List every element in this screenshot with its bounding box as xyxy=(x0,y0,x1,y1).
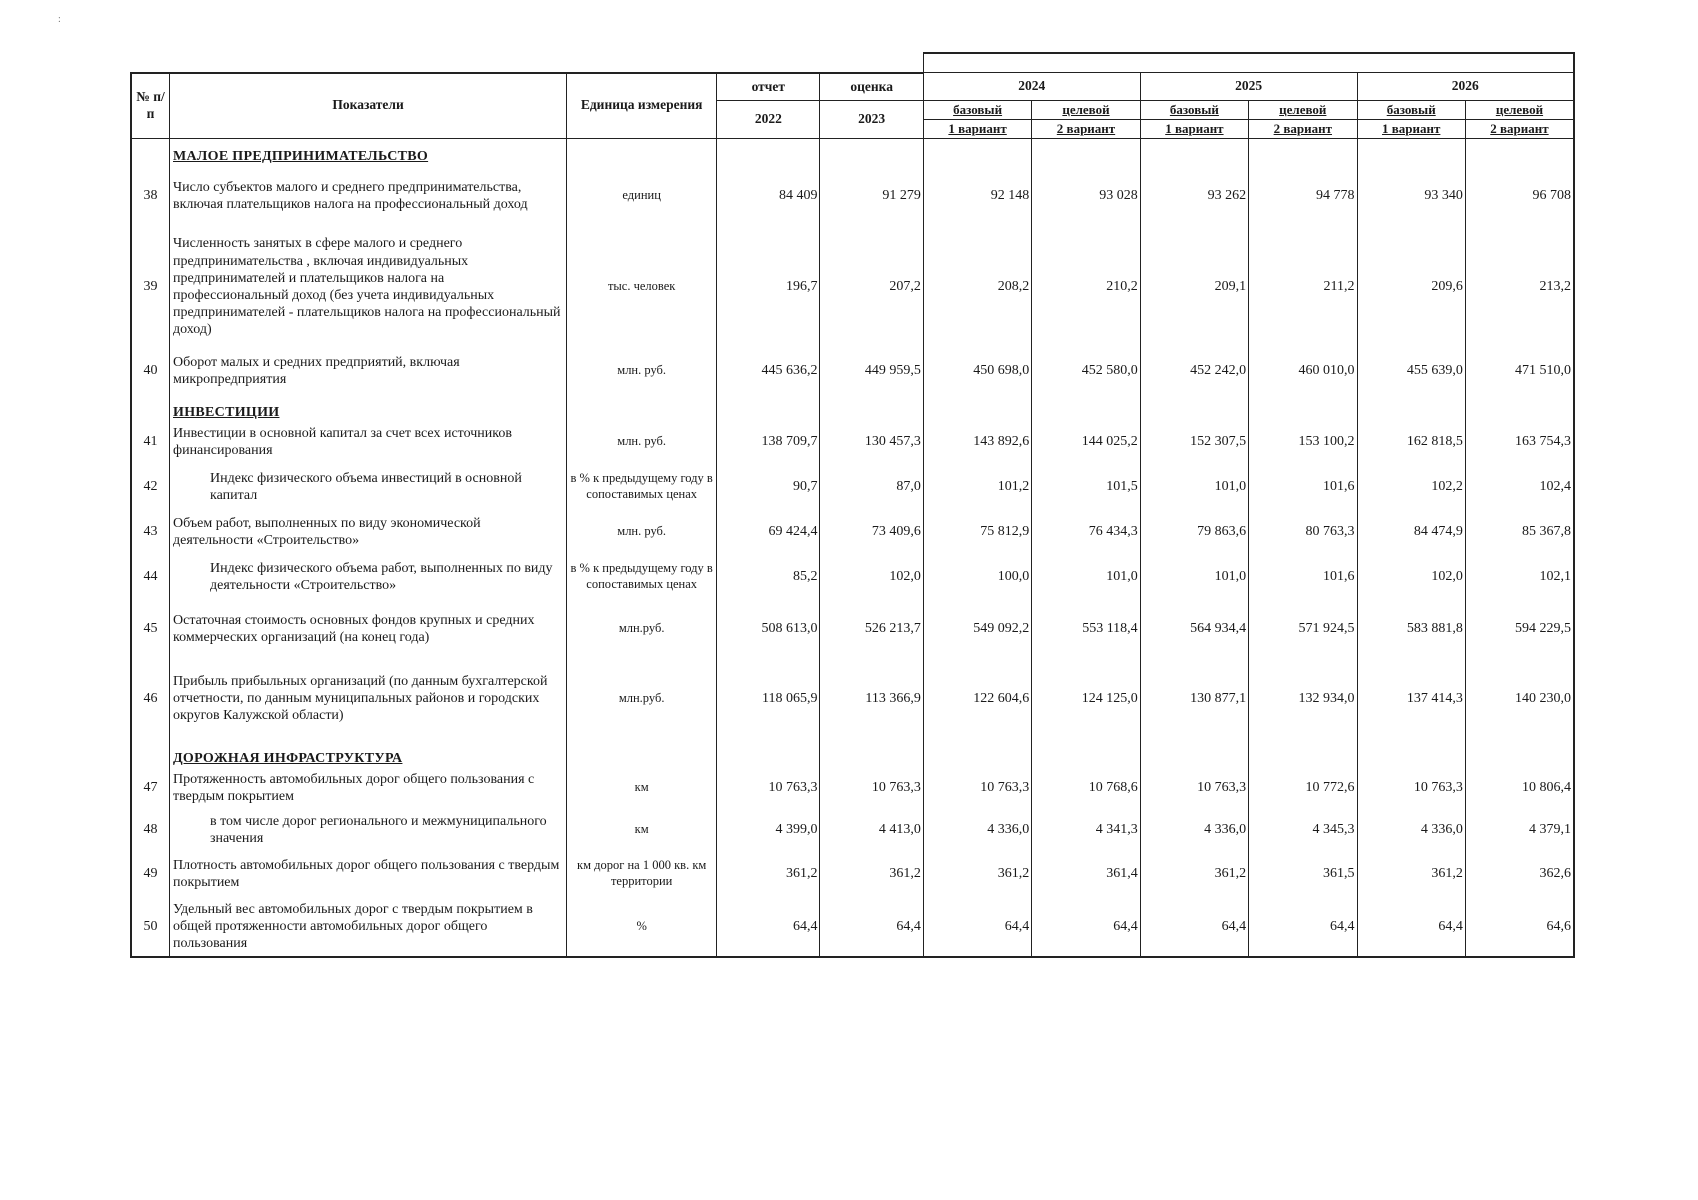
indicator-name: Остаточная стоимость основных фондов крупных и средних коммерческих организаций (на конец года) xyxy=(170,601,567,657)
value-2024-target: 101,0 xyxy=(1032,553,1140,601)
value-2026-basic: 162 818,5 xyxy=(1357,421,1465,463)
header-variant2-2025: 2 вариант xyxy=(1249,119,1357,138)
value-2026-basic: 455 639,0 xyxy=(1357,347,1465,395)
value-2024-target: 4 341,3 xyxy=(1032,809,1140,851)
header-variant1-2026: 1 вариант xyxy=(1357,119,1465,138)
value-2025-target: 80 763,3 xyxy=(1249,511,1357,553)
value-2026-basic: 64,4 xyxy=(1357,897,1465,957)
header-estimate: оценка xyxy=(820,73,923,101)
table-row xyxy=(131,347,1574,395)
row-number: 47 xyxy=(131,767,170,809)
table-row xyxy=(131,421,1574,463)
value-2024-target: 210,2 xyxy=(1032,227,1140,347)
value-2024-basic: 101,2 xyxy=(923,463,1031,511)
unit-of-measure: в % к предыдущему году в сопоставимых ценах xyxy=(567,463,717,511)
value-2025-basic: 452 242,0 xyxy=(1140,347,1248,395)
value-2026-basic: 583 881,8 xyxy=(1357,601,1465,657)
value-2023-estimate: 64,4 xyxy=(820,897,923,957)
unit-of-measure: км xyxy=(567,809,717,851)
row-number: 42 xyxy=(131,463,170,511)
section-row-investments xyxy=(131,395,1574,421)
value-2024-basic: 549 092,2 xyxy=(923,601,1031,657)
table-row xyxy=(131,897,1574,957)
header-target-2024: целевой xyxy=(1032,101,1140,120)
header-basic-2025: базовый xyxy=(1140,101,1248,120)
table-header xyxy=(131,53,1574,138)
header-unit: Единица измерения xyxy=(567,73,717,139)
value-2025-basic: 209,1 xyxy=(1140,227,1248,347)
value-2024-target: 124 125,0 xyxy=(1032,657,1140,741)
section-title-investments: ИНВЕСТИЦИИ xyxy=(173,404,280,420)
row-number: 44 xyxy=(131,553,170,601)
value-2025-target: 64,4 xyxy=(1249,897,1357,957)
indicator-name: Удельный вес автомобильных дорог с твердым покрытием в общей протяженности автомобильных дорог общего пользования xyxy=(170,897,567,957)
value-2025-target: 101,6 xyxy=(1249,553,1357,601)
value-2024-basic: 100,0 xyxy=(923,553,1031,601)
value-2023-estimate: 526 213,7 xyxy=(820,601,923,657)
row-number: 43 xyxy=(131,511,170,553)
unit-of-measure: млн.руб. xyxy=(567,601,717,657)
unit-of-measure: км xyxy=(567,767,717,809)
header-variant2-2026: 2 вариант xyxy=(1465,119,1574,138)
value-2025-target: 153 100,2 xyxy=(1249,421,1357,463)
header-indicators: Показатели xyxy=(170,73,567,139)
value-2022-report: 64,4 xyxy=(717,897,820,957)
indicator-name: Объем работ, выполненных по виду экономической деятельности «Строительство» xyxy=(170,511,567,553)
value-2023-estimate: 113 366,9 xyxy=(820,657,923,741)
value-2024-target: 76 434,3 xyxy=(1032,511,1140,553)
value-2023-estimate: 4 413,0 xyxy=(820,809,923,851)
row-number: 39 xyxy=(131,227,170,347)
header-target-2026: целевой xyxy=(1465,101,1574,120)
table-row xyxy=(131,851,1574,897)
header-year-2026: 2026 xyxy=(1357,73,1574,101)
unit-of-measure: км дорог на 1 000 кв. км территории xyxy=(567,851,717,897)
value-2026-target: 362,6 xyxy=(1465,851,1574,897)
value-2024-basic: 10 763,3 xyxy=(923,767,1031,809)
value-2025-basic: 130 877,1 xyxy=(1140,657,1248,741)
unit-of-measure: тыс. человек xyxy=(567,227,717,347)
value-2024-target: 101,5 xyxy=(1032,463,1140,511)
value-2026-target: 471 510,0 xyxy=(1465,347,1574,395)
indicators-table xyxy=(130,52,1575,958)
header-year-2025: 2025 xyxy=(1140,73,1357,101)
value-2022-report: 118 065,9 xyxy=(717,657,820,741)
value-2026-basic: 137 414,3 xyxy=(1357,657,1465,741)
table-row xyxy=(131,463,1574,511)
header-report: отчет xyxy=(717,73,820,101)
value-2022-report: 361,2 xyxy=(717,851,820,897)
value-2026-target: 96 708 xyxy=(1465,165,1574,227)
unit-of-measure: в % к предыдущему году в сопоставимых ценах xyxy=(567,553,717,601)
row-number: 38 xyxy=(131,165,170,227)
row-number: 48 xyxy=(131,809,170,851)
value-2026-target: 594 229,5 xyxy=(1465,601,1574,657)
row-number: 50 xyxy=(131,897,170,957)
unit-of-measure: единиц xyxy=(567,165,717,227)
value-2024-basic: 143 892,6 xyxy=(923,421,1031,463)
value-2026-target: 213,2 xyxy=(1465,227,1574,347)
value-2026-target: 163 754,3 xyxy=(1465,421,1574,463)
value-2025-target: 4 345,3 xyxy=(1249,809,1357,851)
section-row-roads xyxy=(131,741,1574,767)
value-2026-target: 64,6 xyxy=(1465,897,1574,957)
value-2025-basic: 64,4 xyxy=(1140,897,1248,957)
value-2025-target: 10 772,6 xyxy=(1249,767,1357,809)
indicator-name: Численность занятых в сфере малого и среднего предпринимательства , включая индивидуальных предпринимателей и плательщиков налога на профессиональный доход (без учета индивидуальных предпринимателей - плательщиков налога на профессиональный доход) xyxy=(170,227,567,347)
value-2025-basic: 564 934,4 xyxy=(1140,601,1248,657)
value-2026-basic: 209,6 xyxy=(1357,227,1465,347)
value-2025-target: 132 934,0 xyxy=(1249,657,1357,741)
value-2024-basic: 450 698,0 xyxy=(923,347,1031,395)
value-2026-target: 10 806,4 xyxy=(1465,767,1574,809)
value-2023-estimate: 130 457,3 xyxy=(820,421,923,463)
value-2024-target: 10 768,6 xyxy=(1032,767,1140,809)
value-2025-target: 361,5 xyxy=(1249,851,1357,897)
value-2024-basic: 208,2 xyxy=(923,227,1031,347)
value-2024-basic: 4 336,0 xyxy=(923,809,1031,851)
value-2025-basic: 101,0 xyxy=(1140,553,1248,601)
unit-of-measure: % xyxy=(567,897,717,957)
header-variant1-2025: 1 вариант xyxy=(1140,119,1248,138)
value-2024-target: 452 580,0 xyxy=(1032,347,1140,395)
value-2022-report: 4 399,0 xyxy=(717,809,820,851)
section-title-small-business: МАЛОЕ ПРЕДПРИНИМАТЕЛЬСТВО xyxy=(173,148,429,164)
row-number: 46 xyxy=(131,657,170,741)
value-2026-target: 85 367,8 xyxy=(1465,511,1574,553)
row-number: 45 xyxy=(131,601,170,657)
value-2024-target: 144 025,2 xyxy=(1032,421,1140,463)
row-number: 41 xyxy=(131,421,170,463)
value-2026-basic: 84 474,9 xyxy=(1357,511,1465,553)
table-row xyxy=(131,227,1574,347)
section-title-roads: ДОРОЖНАЯ ИНФРАСТРУКТУРА xyxy=(173,750,403,766)
value-2024-basic: 122 604,6 xyxy=(923,657,1031,741)
value-2024-basic: 92 148 xyxy=(923,165,1031,227)
value-2024-target: 64,4 xyxy=(1032,897,1140,957)
value-2025-target: 101,6 xyxy=(1249,463,1357,511)
table-row xyxy=(131,809,1574,851)
header-year-2023: 2023 xyxy=(820,101,923,139)
value-2025-target: 211,2 xyxy=(1249,227,1357,347)
value-2022-report: 90,7 xyxy=(717,463,820,511)
value-2022-report: 69 424,4 xyxy=(717,511,820,553)
value-2026-basic: 4 336,0 xyxy=(1357,809,1465,851)
header-year-2022: 2022 xyxy=(717,101,820,139)
header-number: № п/п xyxy=(131,73,170,139)
header-target-2025: целевой xyxy=(1249,101,1357,120)
value-2024-basic: 361,2 xyxy=(923,851,1031,897)
value-2023-estimate: 10 763,3 xyxy=(820,767,923,809)
value-2024-target: 361,4 xyxy=(1032,851,1140,897)
value-2022-report: 196,7 xyxy=(717,227,820,347)
value-2026-target: 140 230,0 xyxy=(1465,657,1574,741)
value-2025-basic: 101,0 xyxy=(1140,463,1248,511)
indicator-name: Индекс физического объема инвестиций в основной капитал xyxy=(170,463,567,511)
value-2026-basic: 361,2 xyxy=(1357,851,1465,897)
unit-of-measure: млн. руб. xyxy=(567,347,717,395)
value-2022-report: 10 763,3 xyxy=(717,767,820,809)
indicator-name: Протяженность автомобильных дорог общего пользования с твердым покрытием xyxy=(170,767,567,809)
table-row xyxy=(131,165,1574,227)
table-row xyxy=(131,601,1574,657)
value-2022-report: 84 409 xyxy=(717,165,820,227)
value-2023-estimate: 207,2 xyxy=(820,227,923,347)
value-2026-target: 102,1 xyxy=(1465,553,1574,601)
row-number: 40 xyxy=(131,347,170,395)
header-variant2-2024: 2 вариант xyxy=(1032,119,1140,138)
value-2026-basic: 93 340 xyxy=(1357,165,1465,227)
row-number: 49 xyxy=(131,851,170,897)
value-2024-target: 93 028 xyxy=(1032,165,1140,227)
indicator-name: Инвестиции в основной капитал за счет всех источников финансирования xyxy=(170,421,567,463)
unit-of-measure: млн. руб. xyxy=(567,511,717,553)
value-2026-basic: 10 763,3 xyxy=(1357,767,1465,809)
header-basic-2024: базовый xyxy=(923,101,1031,120)
table-row xyxy=(131,553,1574,601)
unit-of-measure: млн.руб. xyxy=(567,657,717,741)
indicator-name: в том числе дорог регионального и межмуниципального значения xyxy=(170,809,567,851)
value-2026-target: 102,4 xyxy=(1465,463,1574,511)
value-2025-basic: 10 763,3 xyxy=(1140,767,1248,809)
value-2022-report: 138 709,7 xyxy=(717,421,820,463)
value-2025-target: 460 010,0 xyxy=(1249,347,1357,395)
corner-mark: : xyxy=(58,14,61,25)
value-2025-basic: 152 307,5 xyxy=(1140,421,1248,463)
indicator-name: Плотность автомобильных дорог общего пользования с твердым покрытием xyxy=(170,851,567,897)
value-2022-report: 508 613,0 xyxy=(717,601,820,657)
indicator-name: Индекс физического объема работ, выполненных по виду деятельности «Строительство» xyxy=(170,553,567,601)
value-2025-basic: 79 863,6 xyxy=(1140,511,1248,553)
value-2022-report: 85,2 xyxy=(717,553,820,601)
value-2026-basic: 102,0 xyxy=(1357,553,1465,601)
header-basic-2026: базовый xyxy=(1357,101,1465,120)
value-2025-basic: 4 336,0 xyxy=(1140,809,1248,851)
value-2023-estimate: 449 959,5 xyxy=(820,347,923,395)
value-2026-basic: 102,2 xyxy=(1357,463,1465,511)
value-2023-estimate: 73 409,6 xyxy=(820,511,923,553)
table-row xyxy=(131,511,1574,553)
table-row xyxy=(131,767,1574,809)
section-row-small-business xyxy=(131,138,1574,165)
indicator-name: Число субъектов малого и среднего предпринимательства, включая плательщиков налога на профессиональный доход xyxy=(170,165,567,227)
value-2024-target: 553 118,4 xyxy=(1032,601,1140,657)
header-variant1-2024: 1 вариант xyxy=(923,119,1031,138)
value-2025-target: 94 778 xyxy=(1249,165,1357,227)
header-year-2024: 2024 xyxy=(923,73,1140,101)
value-2024-basic: 75 812,9 xyxy=(923,511,1031,553)
value-2026-target: 4 379,1 xyxy=(1465,809,1574,851)
value-2023-estimate: 91 279 xyxy=(820,165,923,227)
value-2025-basic: 93 262 xyxy=(1140,165,1248,227)
value-2023-estimate: 87,0 xyxy=(820,463,923,511)
value-2024-basic: 64,4 xyxy=(923,897,1031,957)
table-row xyxy=(131,657,1574,741)
table-body xyxy=(131,138,1574,957)
value-2025-target: 571 924,5 xyxy=(1249,601,1357,657)
value-2025-basic: 361,2 xyxy=(1140,851,1248,897)
indicator-name: Прибыль прибыльных организаций (по данным бухгалтерской отчетности, по данным муниципальных районов и городских округов Калужской области) xyxy=(170,657,567,741)
value-2023-estimate: 102,0 xyxy=(820,553,923,601)
indicator-name: Оборот малых и средних предприятий, включая микропредприятия xyxy=(170,347,567,395)
value-2023-estimate: 361,2 xyxy=(820,851,923,897)
unit-of-measure: млн. руб. xyxy=(567,421,717,463)
value-2022-report: 445 636,2 xyxy=(717,347,820,395)
